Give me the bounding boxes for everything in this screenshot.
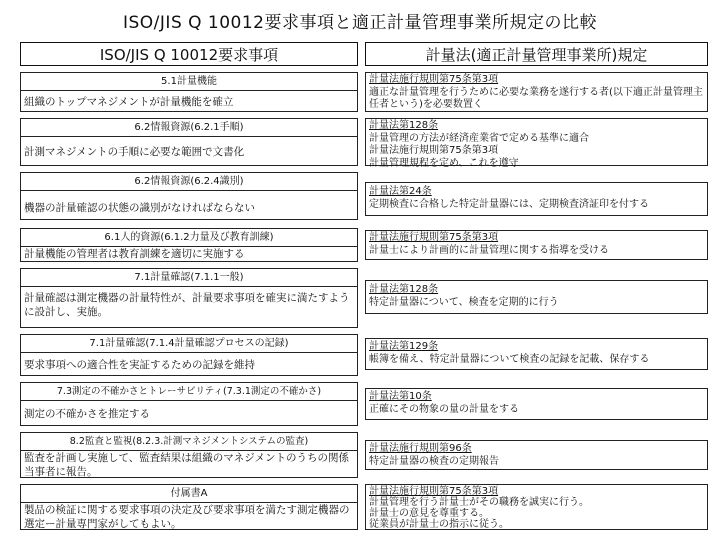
requirement-text: 機器の計量確認の状態の識別がなければならない: [24, 202, 255, 214]
section-heading: 6.2情報資源(6.2.4識別): [21, 173, 357, 191]
table-row: [20, 228, 708, 262]
section-heading: 7.3測定の不確かさとトレーサビリティ(7.3.1測定の不確かさ): [21, 383, 357, 401]
law-cell: [365, 280, 708, 314]
law-reference: 計量法第10条: [369, 391, 432, 402]
law-text: 正確にその物象の量の計量をする: [369, 403, 519, 415]
law-text-block: [369, 120, 704, 170]
law-text: 帳簿を備え、特定計量器について検査の記録を記載、保存する: [369, 353, 650, 365]
table-row: [20, 172, 708, 220]
law-reference: 計量法施行規則第75条第3項: [369, 486, 499, 497]
law-text: 計量管理を行う計量士がその職務を誠実に行う。 計量士の意見を尊重する。 従業員が計量士の指示に従う。: [369, 497, 589, 530]
law-text: 特定計量器の検査の定期報告: [369, 455, 499, 467]
requirement-cell: [20, 118, 358, 166]
law-text-block: [369, 391, 704, 416]
requirement-text: 要求事項への適合性を実証するための記録を維持: [24, 359, 255, 371]
requirement-text: 組織のトップマネジメントが計量機能を確立: [24, 96, 234, 108]
law-reference: 計量法第128条: [369, 284, 439, 295]
requirement-cell: [20, 382, 358, 426]
requirement-cell: [20, 484, 358, 530]
section-heading: 5.1計量機能: [21, 73, 357, 91]
table-row: [20, 382, 708, 426]
section-heading: 7.1計量確認(7.1.4計量確認プロセスの記録): [21, 335, 357, 353]
table-row: [20, 334, 708, 376]
law-text-block: [369, 74, 704, 112]
law-reference: 計量法第129条: [369, 341, 439, 352]
requirement-text: 測定の不確かさを推定する: [24, 408, 150, 420]
table-row: [20, 118, 708, 169]
law-reference: 計量法第128条: [369, 120, 439, 131]
requirement-text: 製品の検証に関する要求事項の決定及び要求事項を満たす測定機器の選定ー計量専門家がしてもよい。: [24, 504, 350, 530]
law-cell: [365, 230, 708, 260]
law-cell: [365, 388, 708, 420]
table-row: [20, 432, 708, 478]
law-text: 適正な計量管理を行うために必要な業務を遂行する者(以下適正計量管理主任者という)を必要数置く: [369, 86, 703, 110]
page-title: ISO/JIS Q 10012要求事項と適正計量管理事業所規定の比較: [123, 13, 597, 33]
requirement-cell: [20, 72, 358, 112]
section-heading: 8.2監査と監視(8.2.3.計測マネジメントシステムの監査): [21, 433, 357, 451]
law-text-block: [369, 186, 704, 211]
header-iso-requirements: ISO/JIS Q 10012要求事項: [20, 42, 358, 66]
comparison-table: [20, 42, 708, 530]
table-row: [20, 484, 708, 530]
law-text: 特定計量器について、検査を定期的に行う: [369, 296, 559, 308]
law-cell: [365, 182, 708, 216]
law-text-block: [369, 486, 704, 530]
law-text-block: [369, 443, 704, 468]
law-reference: 計量法施行規則第96条: [369, 443, 472, 454]
table-row: [20, 72, 708, 112]
section-heading: 7.1計量確認(7.1.1一般): [21, 269, 357, 287]
requirement-text: 監査を計画し実施して、監査結果は組織のマネジメントのうちの関係当事者に報告。: [24, 452, 349, 478]
law-text-block: [369, 232, 704, 257]
table-row: [20, 268, 708, 328]
requirement-cell: [20, 334, 358, 376]
requirement-cell: [20, 228, 358, 262]
section-heading: 付属書A: [21, 485, 357, 503]
law-cell: [365, 72, 708, 112]
law-cell: [365, 440, 708, 470]
law-cell: [365, 484, 708, 530]
requirement-cell: [20, 432, 358, 478]
section-heading: 6.1人的資源(6.1.2力量及び教育訓練): [21, 229, 357, 247]
law-cell: [365, 118, 708, 169]
law-reference: 計量法施行規則第75条第3項: [369, 74, 499, 85]
law-text: 計量管理の方法が経済産業省で定める基準に適合 計量法施行規則第75条第3項 計量管理規程を定め、これを遵守: [369, 132, 589, 169]
law-text: 計量士により計画的に計量管理に関する指導を受ける: [369, 244, 609, 256]
law-text-block: [369, 284, 704, 309]
section-heading: 6.2情報資源(6.2.1手順): [21, 119, 357, 137]
law-reference: 計量法施行規則第75条第3項: [369, 232, 499, 243]
requirement-cell: [20, 172, 358, 220]
law-text-block: [369, 341, 704, 366]
law-cell: [365, 338, 708, 370]
requirement-text: 計量機能の管理者は教育訓練を適切に実施する: [24, 248, 245, 260]
requirement-cell: [20, 268, 358, 328]
law-text: 定期検査に合格した特定計量器には、定期検査済証印を付する: [369, 198, 649, 210]
header-metrology-law: 計量法(適正計量管理事業所)規定: [365, 42, 708, 66]
requirement-text: 計測マネジメントの手順に必要な範囲で文書化: [24, 146, 245, 158]
requirement-text: 計量確認は測定機器の計量特性が、計量要求事項を確実に満たすように設計し、実施。: [24, 292, 350, 318]
law-reference: 計量法第24条: [369, 186, 432, 197]
